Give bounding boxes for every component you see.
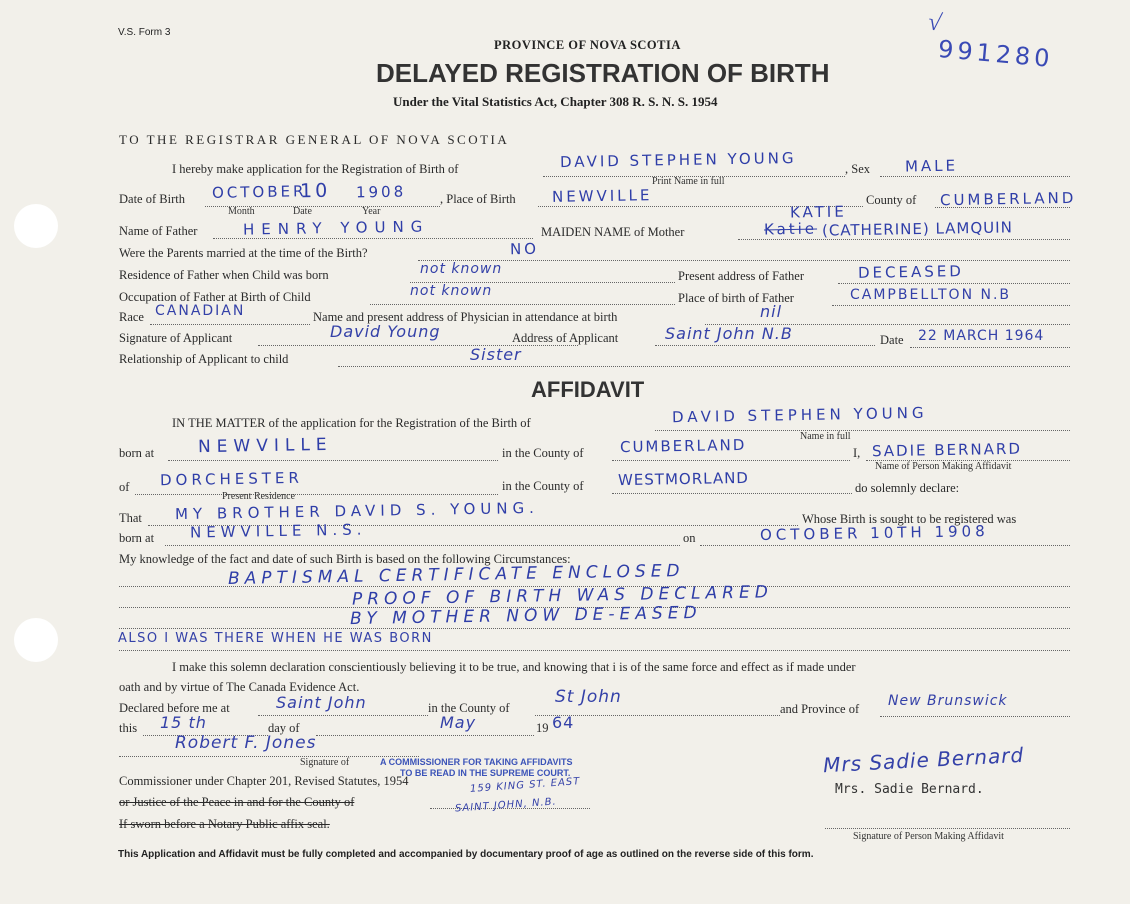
province-label: and Province of	[780, 702, 860, 716]
check-mark: √	[925, 9, 944, 37]
on-label: on	[683, 531, 696, 545]
affiant-typed-name: Mrs. Sadie Bernard.	[835, 782, 984, 797]
sex-value: MALE	[904, 156, 959, 176]
sex-label: , Sex	[845, 162, 870, 176]
signature-value: David Young	[330, 322, 441, 341]
married-label: Were the Parents married at the time of the Birth?	[119, 246, 368, 260]
justice-line: or Justice of the Peace in and for the County of	[119, 795, 355, 809]
declare-label: do solemnly declare:	[855, 481, 960, 495]
that-label: That	[119, 511, 142, 525]
father-birthplace-label: Place of birth of Father	[678, 291, 794, 305]
born-at2-label: born at	[119, 531, 155, 545]
father-birthplace-value: CAMPBELLTON N.B	[850, 287, 1012, 303]
month-label: Month	[228, 206, 255, 217]
stamp-address-1: 159 KING ST. EAST	[469, 776, 581, 795]
occupation-label: Occupation of Father at Birth of Child	[119, 290, 311, 304]
physician-value: nil	[760, 302, 783, 321]
mother-value-above: KATIE	[789, 202, 847, 222]
applicant-name-value: DAVID STEPHEN YOUNG	[559, 148, 797, 172]
present-residence-label: Present Residence	[222, 491, 296, 502]
dob-month-value: OCTOBER	[211, 182, 307, 202]
year-label: Year	[362, 206, 381, 217]
on-value: OCTOBER 10TH 1908	[759, 522, 989, 544]
residence-value: DORCHESTER	[159, 468, 304, 490]
form-subtitle: Under the Vital Statistics Act, Chapter 308 R. S. N. S. 1954	[393, 94, 718, 109]
day-of-label: day of	[268, 721, 300, 735]
race-label: Race	[119, 310, 144, 324]
punch-hole	[14, 618, 58, 662]
county-value: CUMBERLAND	[939, 188, 1077, 210]
residence-value: not known	[420, 261, 503, 277]
circumstance-3: BY MOTHER NOW DE-EASED	[349, 602, 702, 630]
place-value: NEWVILLE	[551, 186, 653, 206]
present-address-label: Present address of Father	[678, 269, 805, 283]
place-label: , Place of Birth	[440, 192, 516, 206]
form-title: DELAYED REGISTRATION OF BIRTH	[376, 58, 830, 88]
print-name-label: Print Name in full	[652, 176, 725, 187]
knowledge-label: My knowledge of the fact and date of such Birth is based on the following Circumstances:	[119, 552, 571, 566]
name-in-full-label: Name in full	[800, 431, 851, 442]
declared-label: Declared before me at	[119, 701, 230, 715]
present-address-value: DECEASED	[857, 262, 964, 282]
commissioner-stamp-line-1: A COMMISSIONER FOR TAKING AFFIDAVITS	[380, 757, 573, 767]
dob-label: Date of Birth	[119, 192, 185, 206]
this-label: this	[119, 721, 138, 735]
serial-number: 991280	[936, 35, 1055, 73]
county3-value: St John	[555, 687, 622, 707]
solemn-text-1: I make this solemn declaration conscientiously believing it to be true, and knowing that i is of the same force and effect as if made under	[172, 660, 856, 674]
commissioner-line: Commissioner under Chapter 201, Revised Statutes, 1954	[119, 774, 409, 788]
father-label: Name of Father	[119, 224, 198, 238]
affiant-signature-label: Signature of Person Making Affidavit	[853, 831, 1004, 842]
father-value: HENRY YOUNG	[242, 217, 430, 239]
relationship-value: Sister	[470, 345, 522, 364]
relationship-label: Relationship of Applicant to child	[119, 352, 289, 366]
in-county3-label: in the County of	[428, 701, 510, 715]
mother-value: (CATHERINE) LAMQUIN	[821, 218, 1013, 240]
date-label: Date	[293, 206, 312, 217]
year-value: 64	[552, 713, 575, 732]
solemn-text-2: oath and by virtue of The Canada Evidence Act.	[119, 680, 360, 694]
footer-note: This Application and Affidavit must be fully completed and accompanied by documentary proof of age as outlined on the reverse side of this form.	[118, 849, 814, 860]
to-registrar-line: TO THE REGISTRAR GENERAL OF NOVA SCOTIA	[119, 132, 510, 147]
matter-text: IN THE MATTER of the application for the Registration of the Birth of	[172, 416, 531, 430]
born-at2-value: NEWVILLE N.S.	[189, 520, 367, 542]
province-value: New Brunswick	[888, 693, 1008, 709]
punch-hole	[14, 204, 58, 248]
dob-year-value: 1908	[355, 182, 407, 202]
born-at-label: born at	[119, 446, 155, 460]
address-value: Saint John N.B	[665, 324, 793, 343]
affiant-name-value: SADIE BERNARD	[871, 439, 1023, 461]
month-value: May	[440, 713, 477, 732]
intro-text: I hereby make application for the Registration of Birth of	[172, 162, 459, 176]
physician-label: Name and present address of Physician in attendance at birth	[313, 310, 618, 324]
commissioner-signature: Robert F. Jones	[175, 733, 317, 753]
date-value: 22 MARCH 1964	[918, 328, 1045, 344]
declared-at-value: Saint John	[276, 693, 367, 712]
whose-birth-label: Whose Birth is sought to be registered was	[802, 512, 1017, 526]
signature-of-label: Signature of	[300, 757, 350, 768]
affidavit-name-value: DAVID STEPHEN YOUNG	[671, 403, 928, 427]
circumstance-4: ALSO I WAS THERE WHEN HE WAS BORN	[118, 631, 433, 646]
mother-value-strike: Katie	[763, 219, 818, 239]
form-number: V.S. Form 3	[118, 27, 171, 38]
race-value: CANADIAN	[155, 303, 246, 319]
circumstance-2: PROOF OF BIRTH WAS DECLARED	[351, 582, 774, 610]
date-label2: Date	[880, 333, 904, 347]
affidavit-county-value: CUMBERLAND	[619, 435, 747, 457]
mother-label: MAIDEN NAME of Mother	[541, 225, 685, 239]
year-prefix-label: 19	[536, 721, 549, 735]
occupation-value: not known	[410, 283, 493, 299]
that-value: MY BROTHER DAVID S. YOUNG.	[174, 498, 540, 524]
notary-line: If sworn before a Notary Public affix seal.	[119, 817, 330, 831]
province-heading: PROVINCE OF NOVA SCOTIA	[494, 38, 681, 52]
i-label: I,	[853, 446, 861, 460]
in-county2-label: in the County of	[502, 479, 584, 493]
county2-value: WESTMORLAND	[617, 468, 750, 490]
address-label: Address of Applicant	[512, 331, 619, 345]
affidavit-heading: AFFIDAVIT	[531, 377, 645, 402]
signature-label: Signature of Applicant	[119, 331, 233, 345]
affiant-signature: Mrs Sadie Bernard	[822, 742, 1025, 778]
person-making-affidavit-label: Name of Person Making Affidavit	[875, 461, 1012, 472]
stamp-address-2: SAINT JOHN, N.B.	[454, 796, 558, 815]
day-value: 15 th	[160, 713, 207, 732]
residence-label: Residence of Father when Child was born	[119, 268, 329, 282]
dob-day-value: 10	[299, 179, 331, 203]
born-at-value: NEWVILLE	[197, 434, 333, 458]
county-label: County of	[866, 193, 917, 207]
in-county-label: in the County of	[502, 446, 584, 460]
married-value: NO	[509, 239, 540, 259]
circumstance-1: BAPTISMAL CERTIFICATE ENCLOSED	[227, 561, 685, 589]
commissioner-stamp-line-2: TO BE READ IN THE SUPREME COURT.	[400, 768, 571, 778]
of-label: of	[119, 480, 130, 494]
